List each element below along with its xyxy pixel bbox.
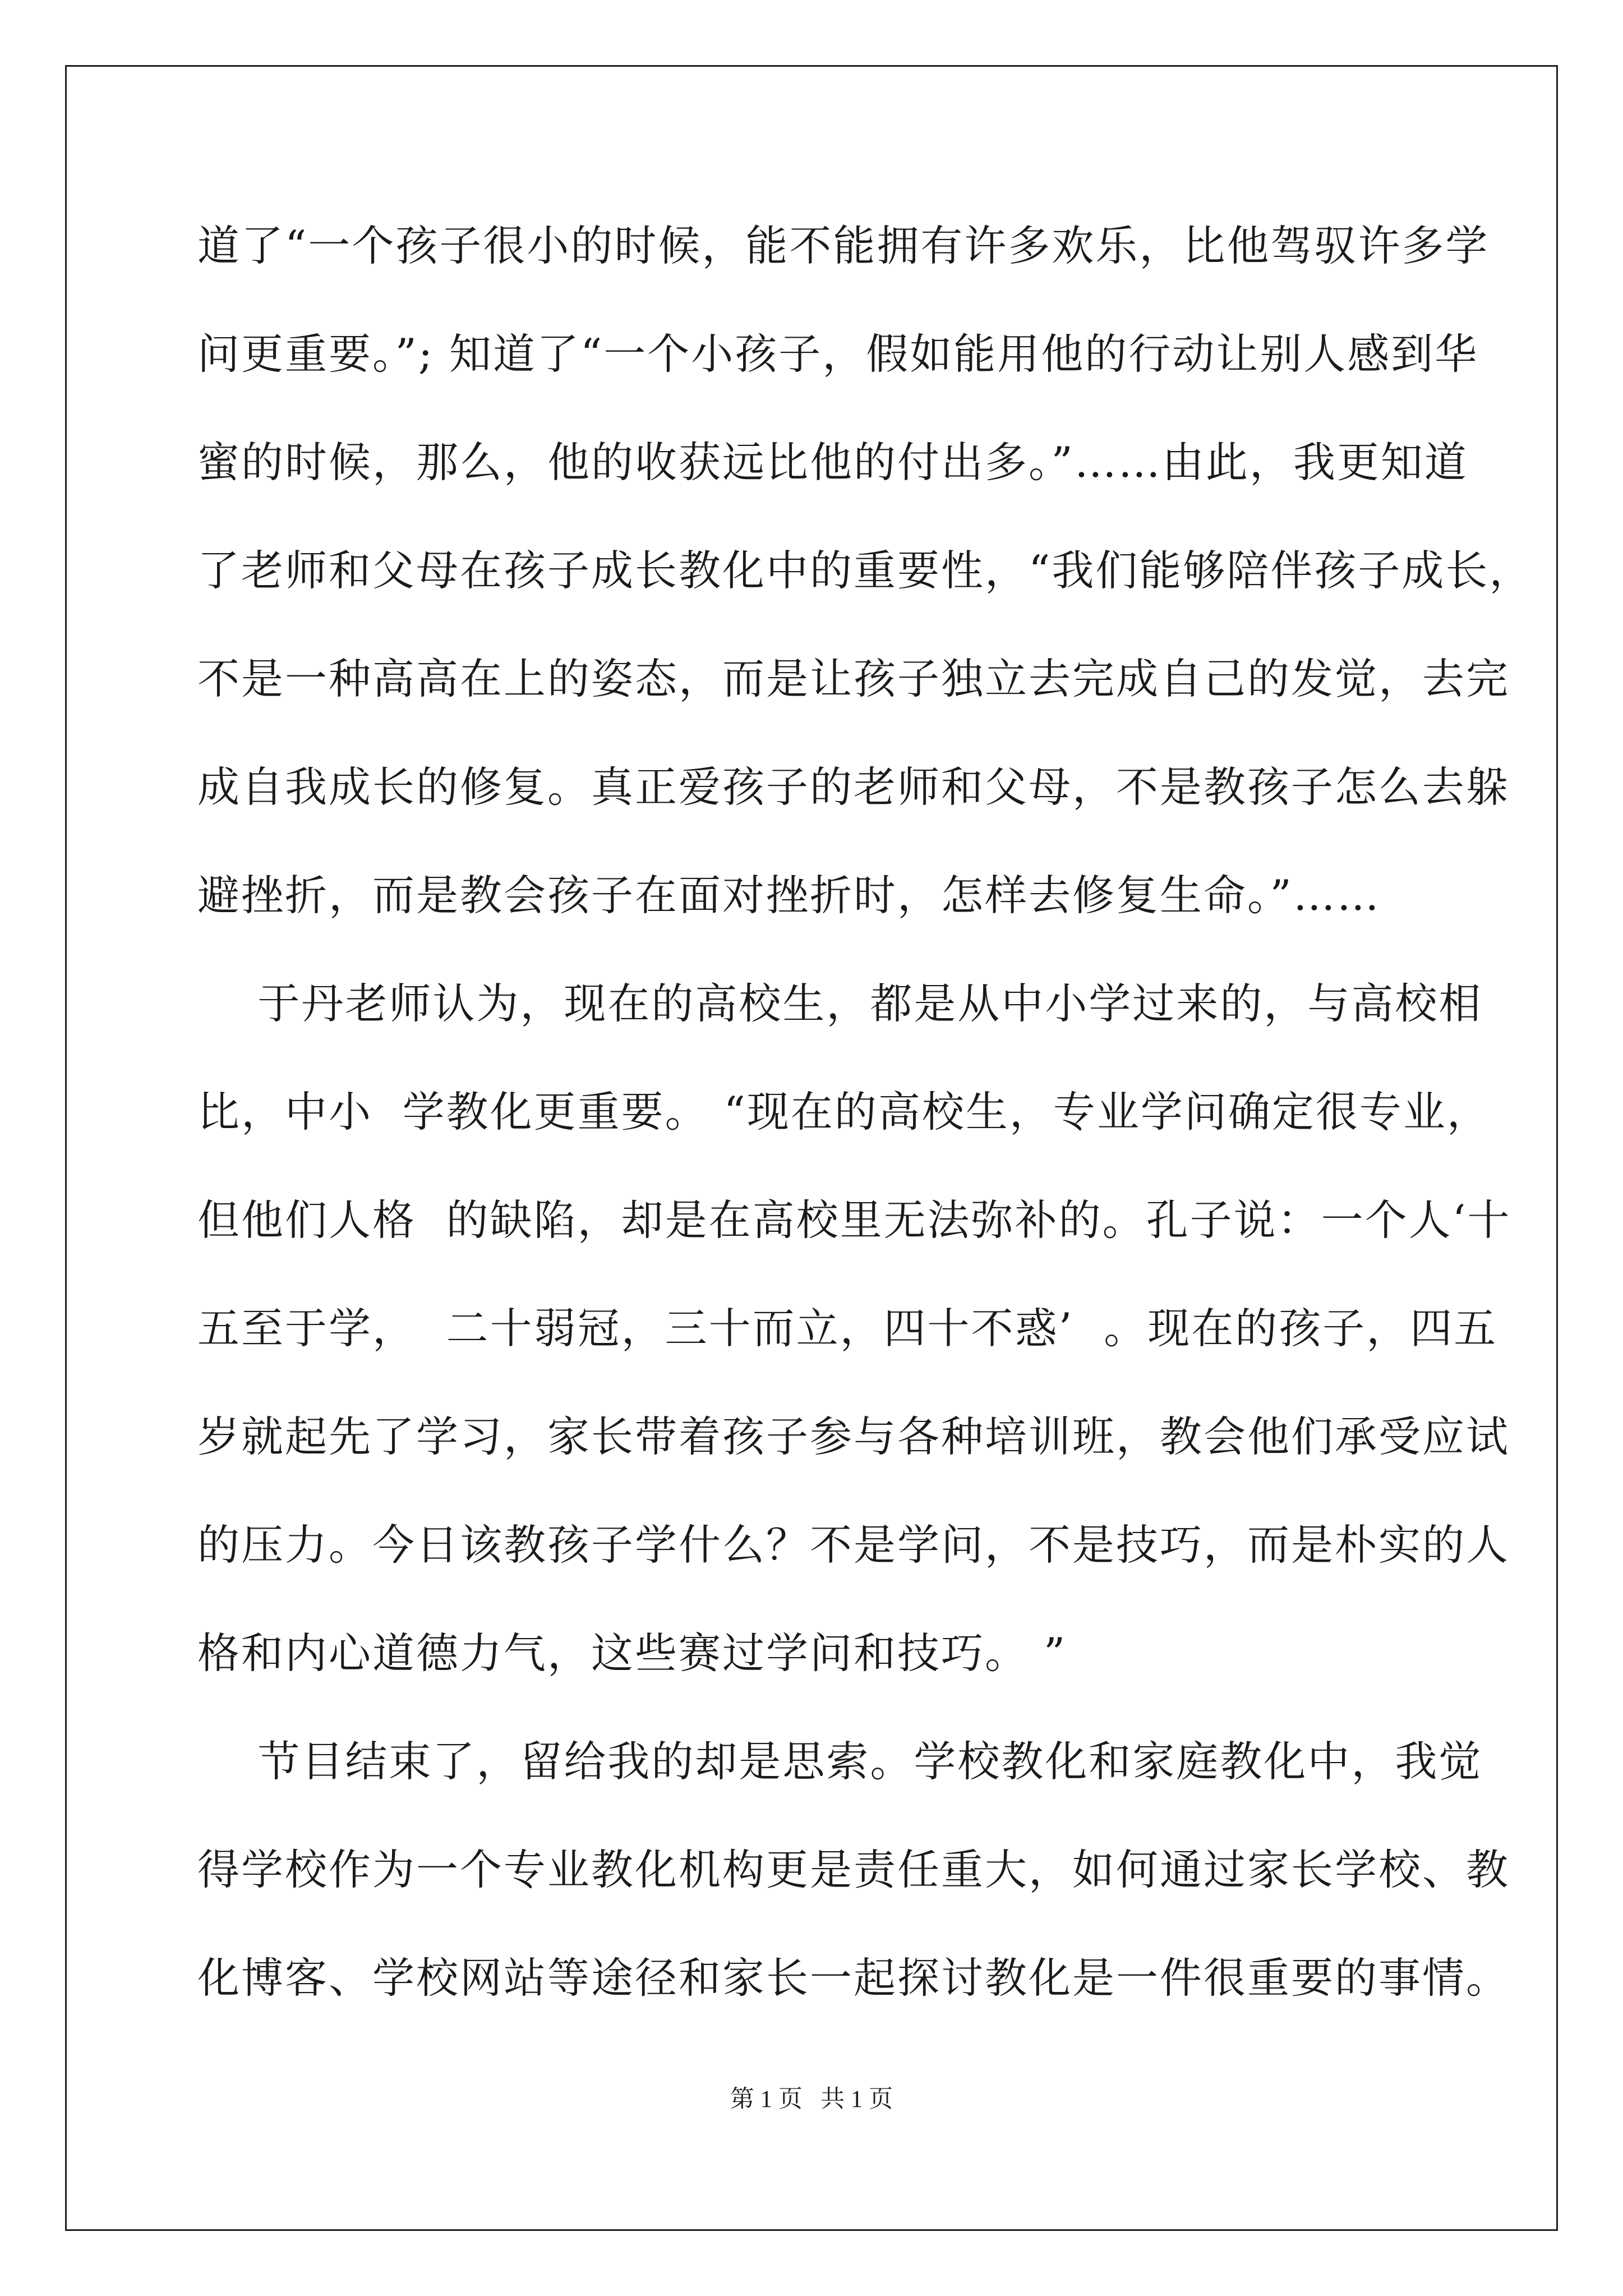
text-line: 格和内心道德力气，这些赛过学问和技巧。 ”: [197, 1628, 1067, 1678]
text-line: 道了“一个孩子很小的时候，能不能拥有许多欢乐，比他驾驭许多学: [197, 221, 1490, 270]
text-line: 比，中小 学教化更重要。 “现在的高校生，专业学问确定很专业，: [197, 1087, 1491, 1137]
text-line: 的压力。今日该教孩子学什么？不是学问，不是技巧，而是朴实的人: [197, 1520, 1510, 1570]
text-line: 得学校作为一个专业教化机构更是责任重大，如何通过家长学校、教: [197, 1845, 1510, 1894]
text-line: 蜜的时候，那么，他的收获远比他的付出多。”……由此，我更知道: [197, 438, 1468, 487]
text-line: 岁就起先了学习，家长带着孩子参与各种培训班，教会他们承受应试: [197, 1412, 1510, 1461]
text-line: 不是一种高高在上的姿态，而是让孩子独立去完成自己的发觉，去完: [197, 654, 1510, 703]
text-line: 节目结束了，留给我的却是思索。学校教化和家庭教化中，我觉: [197, 1737, 1483, 1786]
text-line: 于丹老师认为，现在的高校生，都是从中小学过来的，与高校相: [197, 979, 1483, 1028]
text-line: 五至于学， 二十弱冠，三十而立，四十不惑’ 。现在的孩子，四五: [197, 1304, 1498, 1353]
text-line: 问更重要。”; 知道了“一个小孩子，假如能用他的行动让别人感到华: [197, 329, 1479, 379]
text-line: 了老师和父母在孩子成长教化中的重要性，“我们能够陪伴孩子成长，: [197, 546, 1533, 595]
text-line: 成自我成长的修复。真正爱孩子的老师和父母，不是教孩子怎么去躲: [197, 762, 1510, 812]
text-line: 但他们人格 的缺陷，却是在高校里无法弥补的。孔子说：一个人‘十: [197, 1195, 1511, 1245]
document-body: [197, 219, 1533, 2059]
text-line: 化博客、学校网站等途径和家长一起探讨教化是一件很重要的事情。: [197, 1953, 1510, 2003]
text-line: 避挫折，而是教会孩子在面对挫折时，怎样去修复生命。”……: [197, 871, 1381, 920]
page-number-footer: 第 1 页 共 1 页: [730, 2086, 893, 2113]
